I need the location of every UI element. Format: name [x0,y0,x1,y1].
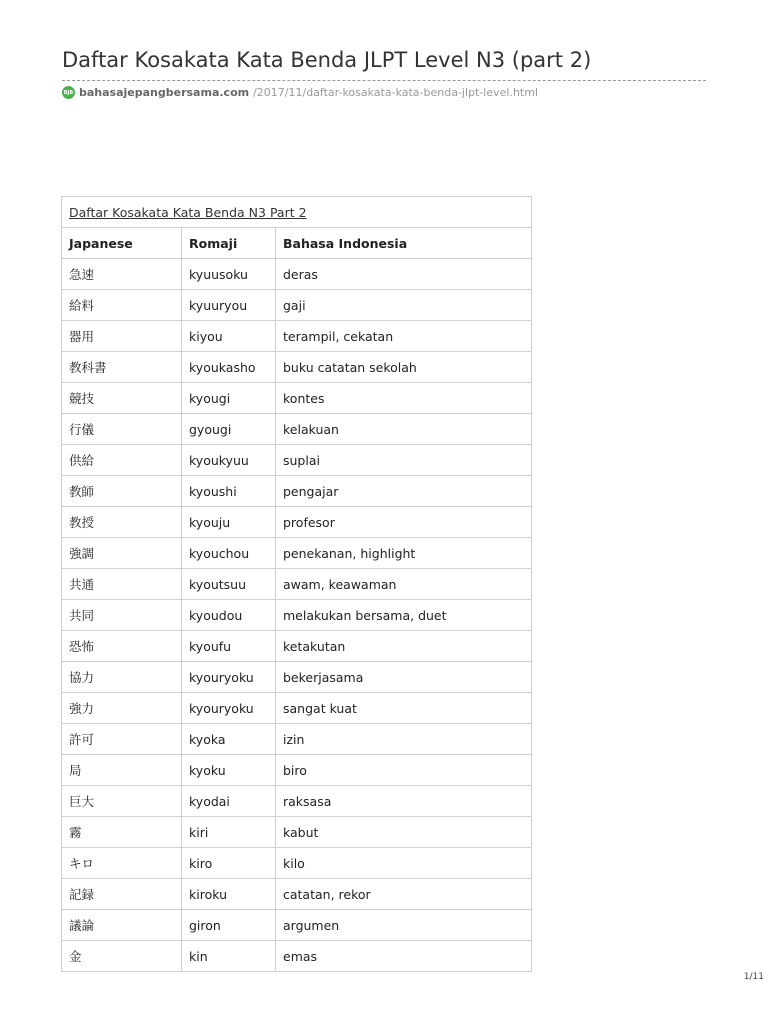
table-row [62,445,532,476]
cell-romaji: kyoushi [182,476,276,507]
cell-japanese: 議論 [62,910,182,941]
cell-indonesia: buku catatan sekolah [276,352,532,383]
table-row [62,352,532,383]
site-favicon-icon: BJB [62,86,75,99]
url-path[interactable]: /2017/11/daftar-kosakata-kata-benda-jlpt-level.html [253,86,539,99]
cell-indonesia: penekanan, highlight [276,538,532,569]
cell-indonesia: profesor [276,507,532,538]
cell-japanese: 教科書 [62,352,182,383]
cell-indonesia: ketakutan [276,631,532,662]
cell-indonesia: kelakuan [276,414,532,445]
cell-japanese: 教師 [62,476,182,507]
cell-romaji: kyougi [182,383,276,414]
table-row [62,290,532,321]
table-caption[interactable]: Daftar Kosakata Kata Benda N3 Part 2 [62,197,532,228]
cell-japanese: 行儀 [62,414,182,445]
cell-romaji: kin [182,941,276,972]
header-bahasa-indonesia: Bahasa Indonesia [276,228,532,259]
cell-romaji: kiyou [182,321,276,352]
cell-japanese: キロ [62,848,182,879]
table-row [62,259,532,290]
table-row [62,879,532,910]
cell-romaji: kyoka [182,724,276,755]
table-row [62,600,532,631]
table-row [62,414,532,445]
header-romaji: Romaji [182,228,276,259]
table-row [62,538,532,569]
cell-japanese: 共通 [62,569,182,600]
cell-japanese: 許可 [62,724,182,755]
table-row [62,786,532,817]
table-row [62,693,532,724]
cell-romaji: kyouryoku [182,693,276,724]
cell-indonesia: melakukan bersama, duet [276,600,532,631]
cell-indonesia: bekerjasama [276,662,532,693]
cell-indonesia: izin [276,724,532,755]
vocabulary-table [61,196,532,972]
page-title: Daftar Kosakata Kata Benda JLPT Level N3 (part 2) [62,48,592,72]
cell-japanese: 教授 [62,507,182,538]
table-row [62,569,532,600]
table-row [62,507,532,538]
cell-indonesia: kabut [276,817,532,848]
table-row [62,662,532,693]
cell-romaji: kyouryoku [182,662,276,693]
cell-japanese: 急速 [62,259,182,290]
cell-indonesia: deras [276,259,532,290]
cell-japanese: 巨大 [62,786,182,817]
cell-romaji: kiri [182,817,276,848]
source-url[interactable] [62,86,538,99]
cell-indonesia: gaji [276,290,532,321]
table-row [62,724,532,755]
cell-indonesia: kilo [276,848,532,879]
dashed-divider [62,80,706,81]
table-row [62,631,532,662]
cell-japanese: 器用 [62,321,182,352]
page-number: 1/11 [743,972,764,982]
cell-indonesia: catatan, rekor [276,879,532,910]
cell-indonesia: terampil, cekatan [276,321,532,352]
cell-japanese: 恐怖 [62,631,182,662]
cell-indonesia: awam, keawaman [276,569,532,600]
cell-romaji: kyuuryou [182,290,276,321]
cell-indonesia: pengajar [276,476,532,507]
cell-romaji: kyuusoku [182,259,276,290]
cell-romaji: kyodai [182,786,276,817]
table-row [62,383,532,414]
table-row [62,817,532,848]
url-domain[interactable]: bahasajepangbersama.com [79,86,250,99]
cell-japanese: 供給 [62,445,182,476]
cell-indonesia: raksasa [276,786,532,817]
header-japanese: Japanese [62,228,182,259]
cell-romaji: kyoudou [182,600,276,631]
cell-japanese: 協力 [62,662,182,693]
table-row [62,476,532,507]
cell-indonesia: sangat kuat [276,693,532,724]
cell-romaji: giron [182,910,276,941]
cell-indonesia: kontes [276,383,532,414]
table-row [62,848,532,879]
cell-japanese: 共同 [62,600,182,631]
cell-romaji: kyoukyuu [182,445,276,476]
cell-japanese: 局 [62,755,182,786]
cell-romaji: kyoutsuu [182,569,276,600]
cell-japanese: 金 [62,941,182,972]
table-row [62,941,532,972]
cell-indonesia: suplai [276,445,532,476]
table-row [62,321,532,352]
cell-indonesia: biro [276,755,532,786]
cell-romaji: kyouchou [182,538,276,569]
cell-japanese: 競技 [62,383,182,414]
table-row [62,910,532,941]
cell-romaji: kiro [182,848,276,879]
table-row [62,755,532,786]
cell-romaji: kyoukasho [182,352,276,383]
cell-japanese: 霧 [62,817,182,848]
cell-japanese: 給料 [62,290,182,321]
cell-japanese: 強力 [62,693,182,724]
cell-indonesia: emas [276,941,532,972]
cell-indonesia: argumen [276,910,532,941]
cell-romaji: kyoufu [182,631,276,662]
cell-romaji: kiroku [182,879,276,910]
cell-romaji: gyougi [182,414,276,445]
cell-japanese: 記録 [62,879,182,910]
cell-romaji: kyouju [182,507,276,538]
cell-japanese: 強調 [62,538,182,569]
cell-romaji: kyoku [182,755,276,786]
